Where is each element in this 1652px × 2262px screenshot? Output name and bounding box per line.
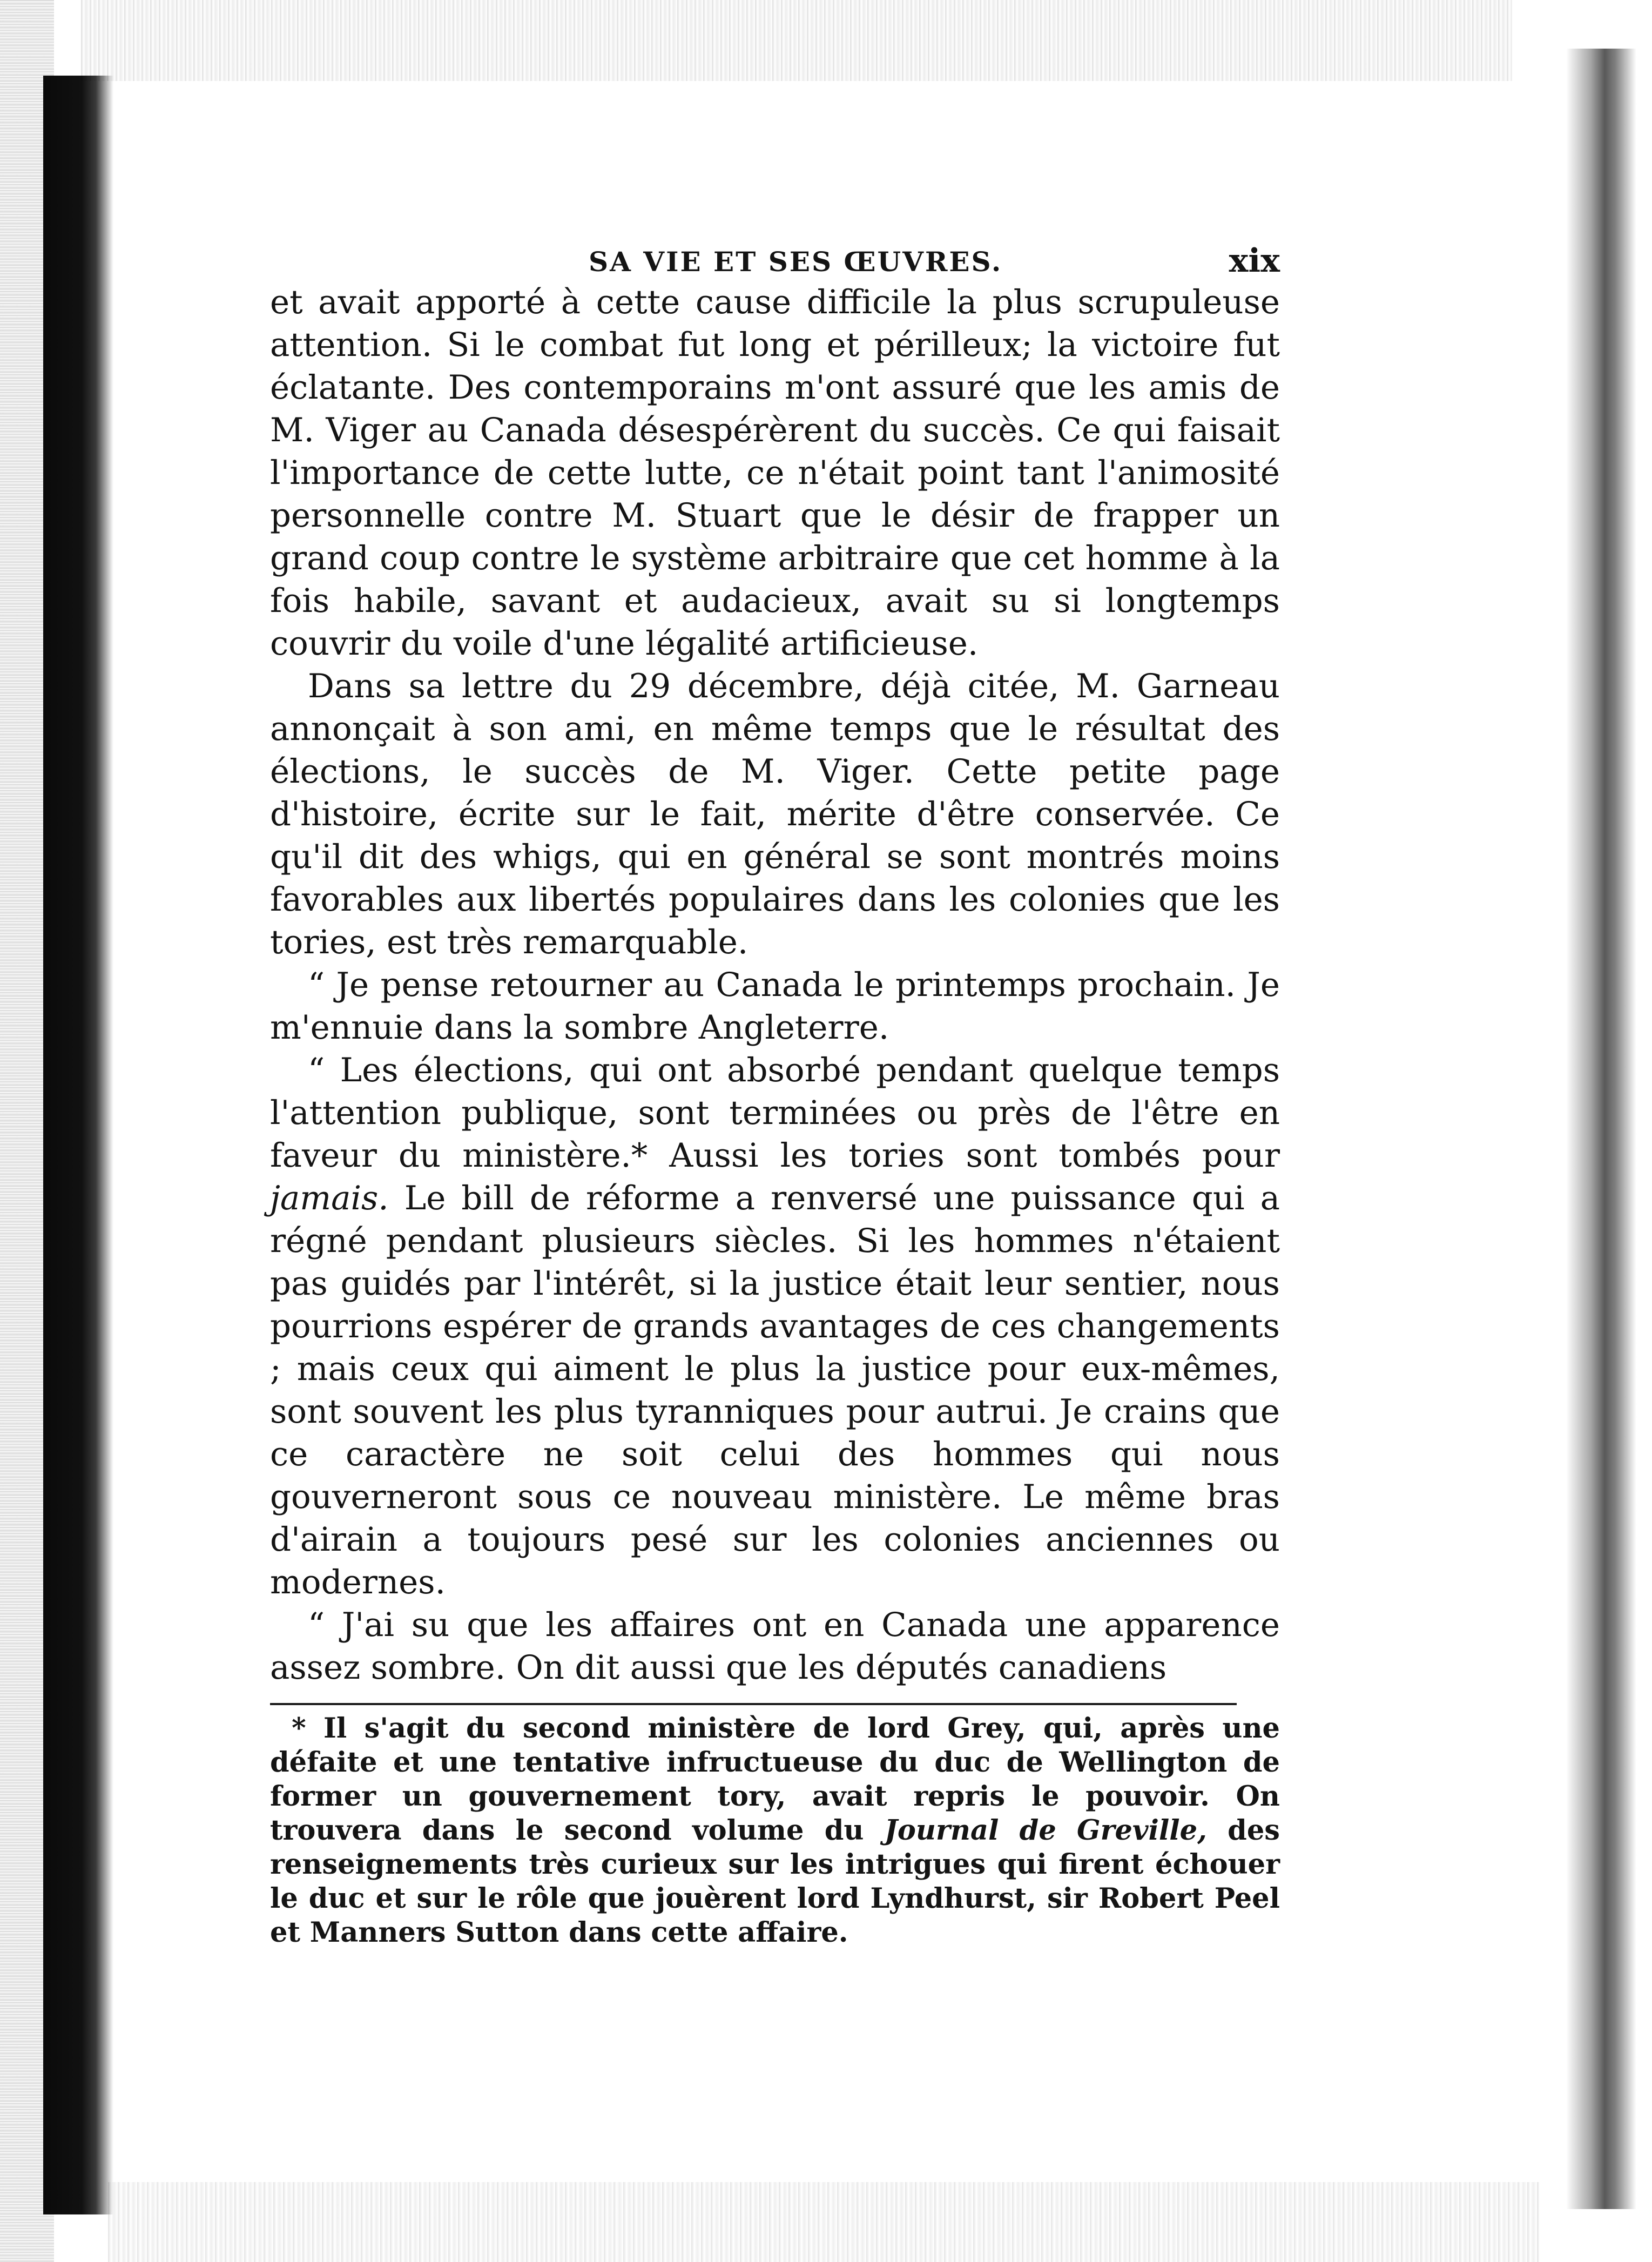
scan-edge-left <box>43 76 113 2214</box>
paragraph-4-italic: jamais. <box>270 1179 389 1217</box>
footnote-rule <box>270 1703 1237 1705</box>
footnote <box>270 1712 1280 1950</box>
page-number: xix <box>1229 242 1280 280</box>
paragraph-4-quote <box>270 1049 1280 1604</box>
footnote-italic-title: Journal de Greville, <box>884 1814 1207 1847</box>
paragraph-5-quote: “ J'ai su que les affaires ont en Canada une apparence assez sombre. On dit aussi que les députés canadiens <box>270 1606 1280 1687</box>
paragraph-1: et avait apporté à cette cause difficile la plus scrupuleuse attention. Si le combat fut long et périlleux; la victoire fut éclatante. Des contemporains m'ont assuré que les amis de M. Viger au Canada désespérèrent du succès. Ce qui faisait l'importance de cette lutte, ce n'était point tant l'animosité personnelle contre M. Stuart que le désir de frapper un grand coup contre le système arbitraire que cet homme à la fois habile, savant et audacieux, avait su si longtemps couvrir du voile d'une légalité artificieuse. <box>270 283 1280 663</box>
body-text <box>270 281 1280 1689</box>
book-page <box>270 232 1280 1950</box>
paragraph-4-text-b: Le bill de réforme a renversé une puissance qui a régné pendant plusieurs siècles. Si les hommes n'étaient pas guidés par l'intérêt, si la justice était leur sentier, nous pourrions espérer de grands avantages de ces changements ; mais ceux qui aiment le plus la justice pour eux-mêmes, sont souvent les plus tyranniques pour autrui. Je crains que ce caractère ne soit celui des hommes qui nous gouverneront sous ce nouveau ministère. Le même bras d'airain a toujours pesé sur les colonies anciennes ou modernes. <box>270 1179 1280 1601</box>
footnote-text-b: des renseignements très curieux sur les intrigues qui firent échouer le duc et sur le rôle que jouèrent lord Lyndhurst, sir Robert Peel et Manners Sutton dans cette affaire. <box>270 1814 1280 1949</box>
running-title: SA VIE ET SES ŒUVRES. <box>589 246 1003 278</box>
running-head <box>270 232 1280 281</box>
footnote-text <box>270 1712 1280 1950</box>
scan-edge-bottom <box>108 2182 1539 2262</box>
paragraph-4-text-a: “ Les élections, qui ont absorbé pendant quelque temps l'attention publique, sont terminées ou près de l'être en faveur du ministère.* Aussi les tories sont tombés pour <box>270 1051 1280 1175</box>
scan-edge-top <box>81 0 1512 81</box>
footnote-text-a: * Il s'agit du second ministère de lord Grey, qui, après une défaite et une tentative infructueuse du duc de Wellington de former un gouvernement tory, avait repris le pouvoir. On trouvera dans le second volume du <box>270 1712 1280 1847</box>
scan-edge-right <box>1566 49 1636 2209</box>
paragraph-3-quote: “ Je pense retourner au Canada le printemps prochain. Je m'ennuie dans la sombre Angleterre. <box>270 966 1280 1047</box>
paragraph-2: Dans sa lettre du 29 décembre, déjà citée, M. Garneau annonçait à son ami, en même temps que le résultat des élections, le succès de M. Viger. Cette petite page d'histoire, écrite sur le fait, mérite d'être conservée. Ce qu'il dit des whigs, qui en général se sont montrés moins favorables aux libertés populaires dans les colonies que les tories, est très remarquable. <box>270 667 1280 961</box>
